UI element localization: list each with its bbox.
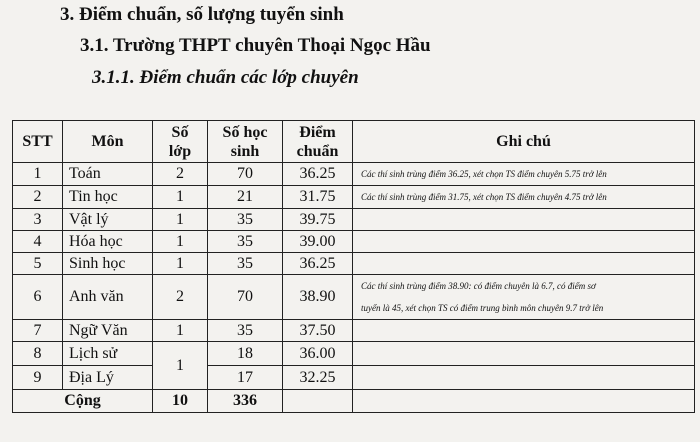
cell-diem: 31.75 [283, 186, 353, 209]
cell-diem: 39.75 [283, 209, 353, 231]
header-mon: Môn [63, 121, 153, 163]
cell-ghi-chu [353, 342, 695, 366]
cell-mon: Tin học [63, 186, 153, 209]
table-row [13, 186, 695, 209]
table-row [13, 163, 695, 186]
cell-stt: 1 [13, 163, 63, 186]
table-header-row [13, 121, 695, 163]
cell-so-hoc-sinh: 21 [208, 186, 283, 209]
total-so-lop: 10 [153, 390, 208, 413]
cell-so-hoc-sinh: 70 [208, 275, 283, 320]
cell-mon: Ngữ Văn [63, 320, 153, 342]
score-table [12, 120, 695, 413]
cell-mon: Toán [63, 163, 153, 186]
subsection-heading: 3.1. Trường THPT chuyên Thoại Ngọc Hầu [80, 35, 431, 56]
cell-ghi-chu: Các thí sinh trùng điểm 31.75, xét chọn TS điểm chuyên 4.75 trở lên [353, 186, 695, 209]
cell-stt: 3 [13, 209, 63, 231]
cell-so-hoc-sinh: 35 [208, 253, 283, 275]
cell-so-lop: 1 [153, 253, 208, 275]
total-label: Cộng [13, 390, 153, 413]
table-row [13, 275, 695, 320]
sub-subsection-heading: 3.1.1. Điểm chuẩn các lớp chuyên [92, 67, 359, 88]
cell-ghi-chu [353, 209, 695, 231]
cell-so-hoc-sinh: 35 [208, 320, 283, 342]
cell-so-lop: 1 [153, 320, 208, 342]
cell-so-hoc-sinh: 17 [208, 366, 283, 390]
cell-stt: 7 [13, 320, 63, 342]
cell-mon: Anh văn [63, 275, 153, 320]
cell-so-hoc-sinh: 18 [208, 342, 283, 366]
cell-mon: Vật lý [63, 209, 153, 231]
header-so-hoc-sinh: Số học sinh [208, 121, 283, 163]
table-row [13, 209, 695, 231]
section-heading: 3. Điểm chuẩn, số lượng tuyển sinh [60, 4, 344, 25]
total-so-hoc-sinh: 336 [208, 390, 283, 413]
cell-diem: 38.90 [283, 275, 353, 320]
cell-mon: Địa Lý [63, 366, 153, 390]
cell-diem: 39.00 [283, 231, 353, 253]
cell-diem: 37.50 [283, 320, 353, 342]
cell-so-lop-merged: 1 [153, 342, 208, 390]
cell-ghi-chu [353, 320, 695, 342]
cell-so-lop: 1 [153, 209, 208, 231]
total-diem [283, 390, 353, 413]
header-diem-chuan: Điểm chuẩn [283, 121, 353, 163]
cell-stt: 9 [13, 366, 63, 390]
cell-so-hoc-sinh: 70 [208, 163, 283, 186]
cell-ghi-chu: Các thí sinh trùng điểm 36.25, xét chọn TS điểm chuyên 5.75 trở lên [353, 163, 695, 186]
table-row [13, 342, 695, 366]
table-row [13, 320, 695, 342]
cell-so-hoc-sinh: 35 [208, 231, 283, 253]
cell-so-lop: 2 [153, 275, 208, 320]
cell-diem: 32.25 [283, 366, 353, 390]
cell-mon: Sinh học [63, 253, 153, 275]
table-row [13, 231, 695, 253]
cell-stt: 6 [13, 275, 63, 320]
cell-stt: 2 [13, 186, 63, 209]
cell-ghi-chu: Các thí sinh trùng điểm 38.90: có điểm chuyên là 6.7, có điểm sơ tuyển là 45, xét chọn TS có điểm trung bình môn chuyên 9.7 trở lên [353, 275, 695, 320]
table-row [13, 253, 695, 275]
total-row [13, 390, 695, 413]
cell-stt: 8 [13, 342, 63, 366]
cell-diem: 36.25 [283, 253, 353, 275]
header-so-lop: Số lớp [153, 121, 208, 163]
cell-stt: 5 [13, 253, 63, 275]
cell-so-lop: 2 [153, 163, 208, 186]
cell-so-lop: 1 [153, 231, 208, 253]
cell-ghi-chu [353, 253, 695, 275]
cell-ghi-chu [353, 231, 695, 253]
cell-ghi-chu [353, 366, 695, 390]
cell-diem: 36.25 [283, 163, 353, 186]
table-row [13, 366, 695, 390]
total-ghi-chu [353, 390, 695, 413]
cell-so-lop: 1 [153, 186, 208, 209]
header-stt: STT [13, 121, 63, 163]
cell-mon: Lịch sử [63, 342, 153, 366]
cell-diem: 36.00 [283, 342, 353, 366]
cell-stt: 4 [13, 231, 63, 253]
cell-so-hoc-sinh: 35 [208, 209, 283, 231]
header-ghi-chu: Ghi chú [353, 121, 695, 163]
cell-mon: Hóa học [63, 231, 153, 253]
